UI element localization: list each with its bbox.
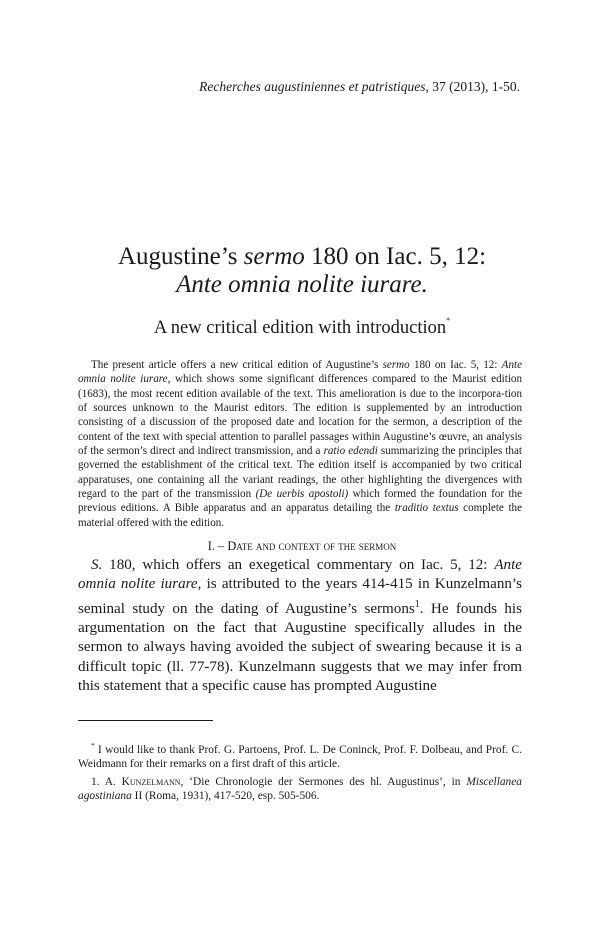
body-b4: , is attributed to the years 414-415 in Kunzelmann’s seminal study on the dating of Augustine’s sermons xyxy=(78,576,522,617)
abstract xyxy=(78,358,522,530)
article-subtitle xyxy=(0,318,604,339)
article-title xyxy=(0,243,604,299)
body-b2: 180, which offers an exegetical commentary on Iac. 5, 12: xyxy=(102,557,495,573)
running-head xyxy=(60,79,520,95)
abstract-s8: (De uerbis apostoli) xyxy=(255,488,349,501)
journal-title: Recherches augustiniennes et patristiques xyxy=(199,79,426,94)
section-rest: ate and context of the sermon xyxy=(236,539,397,553)
body-text xyxy=(78,556,522,696)
volume-pages: , 37 (2013), 1-50. xyxy=(425,79,520,94)
abstract-paragraph xyxy=(78,358,522,530)
footnotes xyxy=(78,739,522,806)
section-prefix: I. – D xyxy=(207,539,237,553)
abstract-s3: 180 on Iac. 5, 12: xyxy=(409,359,502,371)
abstract-s4: Ante omnia nolite iurare xyxy=(78,359,523,386)
abstract-s5: , which shows some significant differences compared to the Maurist edition (1683), the most recent edition available of the text. This amelioration is due to the incorpora-tion of sources unknown to the Maurist editors. The edition is supplemented by an introduction consisting of a discussion of the proposed date and location for the sermon, a description of the content of the text with special attention to parallel passages within Augustine’s œuvre, an analysis of the sermon’s direct and indirect transmission, and a xyxy=(78,373,522,458)
section-heading xyxy=(0,539,604,554)
abstract-s9: which formed the foundation for the previous editions. A Bible apparatus and an apparatus detailing the xyxy=(78,488,522,515)
abstract-s2: sermo xyxy=(382,359,410,371)
fn1-e: II (Roma, 1931), 417-520, esp. 505-506. xyxy=(131,790,320,803)
abstract-s1: The present article offers a new critical edition of Augustine’s xyxy=(91,359,383,371)
fn1-d: Miscellanea agostiniana xyxy=(78,775,522,803)
body-b3: Ante omnia nolite iurare xyxy=(78,557,522,593)
fn1-a: 1. A. K xyxy=(91,775,130,788)
abstract-s7: summarizing the principles that governed the establishment of the critical text. The edition itself is accompanied by two critical apparatuses, one containing all the variant readings, the other highlighting the divergences with regard to the part of the transmission xyxy=(78,445,522,501)
footnote-star-mark: * xyxy=(91,741,95,750)
title-text-a: Augustine’s xyxy=(117,243,244,270)
footnote-1 xyxy=(78,775,522,804)
fn1-c: , ‘Die Chronologie der Sermones des hl. Augustinus’, in xyxy=(180,775,467,788)
title-text-b: sermo xyxy=(243,243,305,270)
subtitle-text: A new critical edition with introduction xyxy=(153,318,447,338)
abstract-s6: ratio edendi xyxy=(323,445,378,458)
footnote-star-text: I would like to thank Prof. G. Partoens, Prof. L. De Coninck, Prof. F. Dolbeau, and Prof. C. Weidmann for their remarks on a first draft of this article. xyxy=(78,743,522,771)
footnote-ref-1: 1 xyxy=(414,598,420,610)
abstract-s11: complete the material offered with the edition. xyxy=(78,502,522,529)
footnote-rule xyxy=(78,720,213,721)
abstract-s10: traditio textus xyxy=(394,502,459,515)
body-paragraph xyxy=(78,556,522,696)
footnote-mark-star: * xyxy=(446,316,451,325)
footnote-star xyxy=(78,739,522,772)
body-b1: S. xyxy=(91,557,103,573)
body-b6: . He founds his argumentation on the fact that Augustine specifically alludes in the sermon to always having avoided the subject of swearing because it is a difficult topic (ll. 77-78). Kunzelmann suggests that we may infer from this statement that a specific cause has prompted Augustine xyxy=(78,600,522,695)
title-line-2: Ante omnia nolite iurare. xyxy=(176,271,428,298)
fn1-b: unzelmann xyxy=(129,775,181,788)
title-text-c: 180 on Iac. 5, 12: xyxy=(304,243,487,270)
title-line-1 xyxy=(0,243,604,271)
